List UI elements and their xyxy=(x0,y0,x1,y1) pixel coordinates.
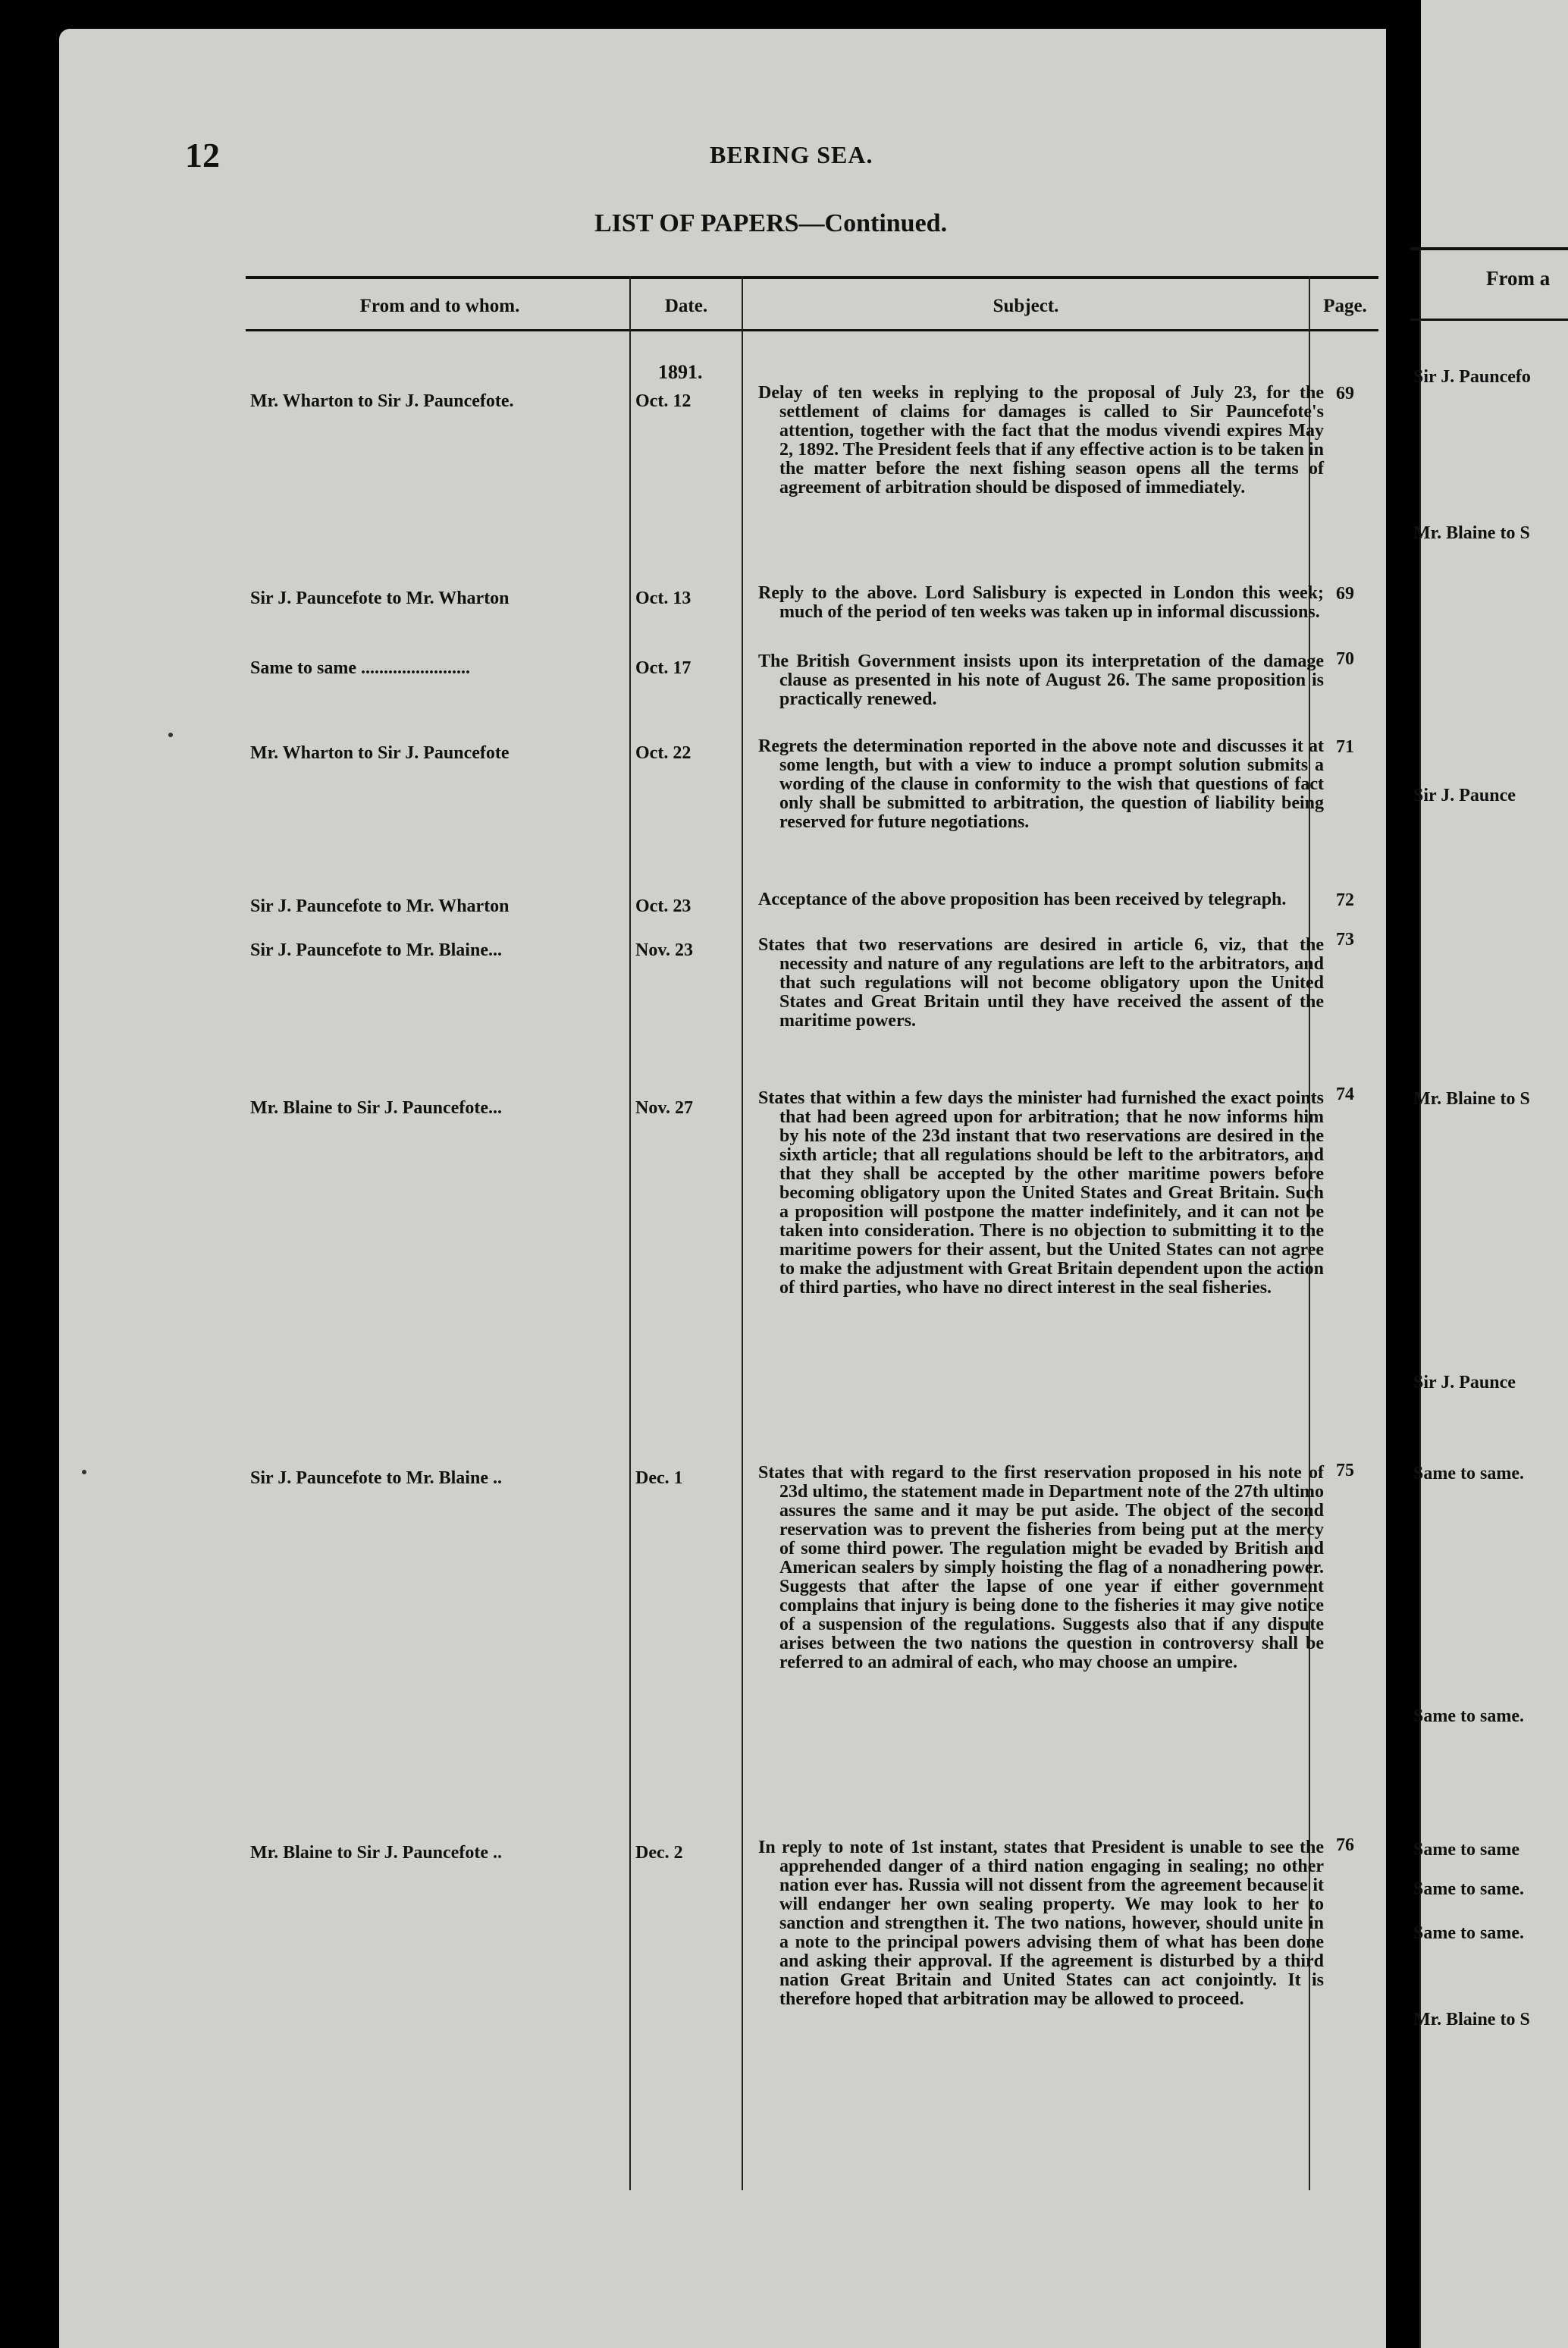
row-date: Oct. 17 xyxy=(635,658,691,678)
row-from-to: Sir J. Pauncefote to Mr. Wharton xyxy=(250,896,510,916)
facing-page-entry: Same to same xyxy=(1413,1840,1519,1860)
row-date: Oct. 22 xyxy=(635,743,691,763)
row-date: Nov. 23 xyxy=(635,940,694,960)
year-label: 1891. xyxy=(658,361,703,383)
facing-page-entry: Sir J. Paunce xyxy=(1413,786,1516,805)
row-subject xyxy=(758,1089,1324,1298)
row-date: Dec. 1 xyxy=(635,1468,683,1488)
row-subject-text: Reply to the above. Lord Salisbury is expected in London this week; much of the period of ten weeks was taken up in informal discussions. xyxy=(758,583,1324,622)
running-head: BERING SEA. xyxy=(710,141,873,168)
row-page: 72 xyxy=(1336,890,1354,910)
row-date: Oct. 13 xyxy=(635,589,691,608)
row-subject-text: Acceptance of the above proposition has been received by telegraph. xyxy=(758,890,1287,909)
row-page: 75 xyxy=(1336,1461,1354,1480)
scan-speck xyxy=(82,1470,86,1474)
column-header-page: Page. xyxy=(1323,296,1367,316)
row-subject-text: Regrets the determination reported in the above note and discusses it at some length, but with a view to induce a prompt solution submits a wording of the clause in conformity to the wish that questions of fact only shall be submitted to arbitration, the question of liability being reserved for future negotiations. xyxy=(758,736,1324,832)
facing-page-column-header: From a xyxy=(1486,267,1551,290)
row-subject-text: States that within a few days the minister had furnished the exact points that had been agreed upon for arbitration; that he now informs him by his note of the 23d instant that two reservations are desired in the sixth article; that all regulations should be left to the arbitrators, and that they shall be accepted by the other maritime powers before becoming obligatory upon the United States and Great Britain. Such a proposition will postpone the matter indefinitely, and it can not be taken into consideration. There is no objection to submitting it to the maritime powers for their assent, but the United States can not agree to make the adjustment with Great Britain dependent upon the action of third parties, who have no direct interest in the seal fisheries. xyxy=(758,1088,1324,1298)
row-date: Dec. 2 xyxy=(635,1843,683,1863)
facing-page-entry: Same to same. xyxy=(1413,1923,1524,1943)
facing-page-entry: Same to same. xyxy=(1413,1464,1524,1483)
row-date: Oct. 12 xyxy=(635,391,691,411)
column-header-from-to: From and to whom. xyxy=(359,296,520,316)
row-subject-text: The British Government insists upon its interpretation of the damage clause as presented in his note of August 26. The same proposition is practically renewed. xyxy=(758,651,1324,709)
row-from-to: Mr. Wharton to Sir J. Pauncefote. xyxy=(250,391,514,411)
row-page: 73 xyxy=(1336,930,1354,950)
column-header-subject: Subject. xyxy=(993,296,1059,316)
row-subject xyxy=(758,652,1324,709)
facing-page-gutter-line xyxy=(1419,250,1421,2348)
row-subject xyxy=(758,1464,1324,1672)
row-from-to: Same to same ........................ xyxy=(250,658,470,678)
row-from-to: Sir J. Pauncefote to Mr. Blaine... xyxy=(250,940,502,960)
facing-page-entry: Mr. Blaine to S xyxy=(1413,2010,1530,2029)
row-subject-text: States that two reservations are desired in article 6, viz, that the necessity and nature of any regulations are left to the arbitrators, and that such regulations will not become obligatory upon the United States and Great Britain until they have received the assent of the maritime powers. xyxy=(758,935,1324,1031)
row-from-to: Mr. Wharton to Sir J. Pauncefote xyxy=(250,743,510,763)
row-subject xyxy=(758,936,1324,1031)
column-divider xyxy=(742,276,743,2190)
table-header-rule xyxy=(246,329,1378,331)
list-title: LIST OF PAPERS—Continued. xyxy=(594,209,948,237)
row-subject xyxy=(758,1838,1324,2009)
column-divider xyxy=(629,276,631,2190)
facing-page-header-rule xyxy=(1410,319,1568,321)
facing-page-entry: Sir J. Paunce xyxy=(1413,1373,1516,1392)
row-from-to: Mr. Blaine to Sir J. Pauncefote .. xyxy=(250,1843,502,1863)
row-subject xyxy=(758,584,1324,622)
row-from-to: Sir J. Pauncefote to Mr. Blaine .. xyxy=(250,1468,502,1488)
row-from-to: Mr. Blaine to Sir J. Pauncefote... xyxy=(250,1098,502,1118)
row-subject-text: In reply to note of 1st instant, states that President is unable to see the apprehended danger of a third nation engaging in sealing; no other nation ever has. Russia will not dissent from the agreement because it will endanger her own sealing property. We may look to her to sanction and strengthen it. The two nations, however, should unite in a note to the principal powers advising them of what has been done and asking their approval. If the agreement is disturbed by a third nation Great Britain and United States can act conjointly. It is therefore hoped that arbitration may be allowed to proceed. xyxy=(758,1838,1324,2009)
column-header-date: Date. xyxy=(664,296,708,316)
row-page: 70 xyxy=(1336,649,1354,669)
row-date: Nov. 27 xyxy=(635,1098,694,1118)
row-from-to: Sir J. Pauncefote to Mr. Wharton xyxy=(250,589,510,608)
row-date: Oct. 23 xyxy=(635,896,691,916)
row-subject xyxy=(758,384,1324,498)
row-page: 69 xyxy=(1336,584,1354,604)
row-page: 74 xyxy=(1336,1085,1354,1104)
facing-page-entry: Same to same. xyxy=(1413,1879,1524,1899)
row-subject xyxy=(758,737,1324,832)
facing-page-entry: Same to same. xyxy=(1413,1706,1524,1726)
facing-page-top-rule xyxy=(1410,247,1568,250)
row-page: 71 xyxy=(1336,737,1354,757)
row-page: 69 xyxy=(1336,384,1354,403)
facing-page-entry: Mr. Blaine to S xyxy=(1413,1089,1530,1109)
row-page: 76 xyxy=(1336,1835,1354,1855)
page-number: 12 xyxy=(185,136,220,174)
row-subject-text: States that with regard to the first reservation proposed in his note of 23d ultimo, the statement made in Department note of the 27th ultimo assures the same and it may be put aside. The object of the second reservation was to prevent the fisheries from being put at the mercy of some third power. The regulation might be evaded by British and American sealers by simply hoisting the flag of a nonadhering power. Suggests that after the lapse of one year if either government complains that injury is being done to the fisheries it may give notice of a suspension of the regulations. Suggests also that if any dispute arises between the two nations the question in controversy shall be referred to an admiral of each, who may choose an umpire. xyxy=(758,1463,1324,1672)
table-top-rule xyxy=(246,276,1378,279)
facing-page-entry: Sir J. Pauncefo xyxy=(1413,367,1531,387)
facing-page xyxy=(1421,0,1568,2348)
row-subject xyxy=(758,890,1324,909)
row-subject-text: Delay of ten weeks in replying to the proposal of July 23, for the settlement of claims for damages is called to Sir Pauncefote's attention, together with the fact that the modus vivendi expires May 2, 1892. The President feels that if any effective action is to be taken in the matter before the next fishing season opens all the terms of agreement of arbitration should be disposed of immediately. xyxy=(758,383,1324,498)
facing-page-entry: Mr. Blaine to S xyxy=(1413,523,1530,543)
scan-speck xyxy=(168,733,173,737)
